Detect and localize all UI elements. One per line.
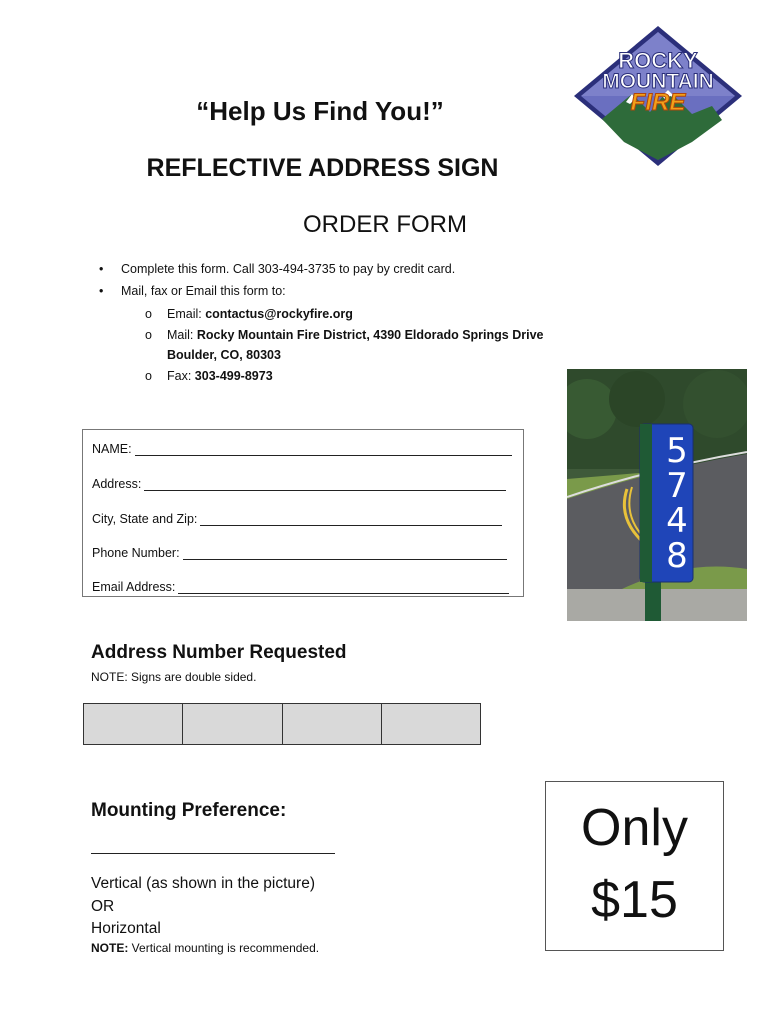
address-digit-box-4[interactable] — [382, 704, 480, 744]
mail-address-line-1: Rocky Mountain Fire District, 4390 Eldorado Springs Drive — [196, 328, 544, 342]
name-label: NAME: — [92, 442, 132, 456]
address-digit-box-3[interactable] — [283, 704, 382, 744]
logo-text-mountain: MOUNTAIN — [602, 70, 714, 93]
address-number-heading: Address Number Requested — [91, 642, 347, 663]
city-state-zip-input-line[interactable] — [200, 512, 502, 526]
email-field[interactable] — [92, 580, 509, 594]
address-digit-box-1[interactable] — [84, 704, 183, 744]
name-field[interactable] — [92, 442, 512, 456]
contact-form — [82, 429, 524, 597]
bullet-icon: • — [99, 284, 104, 298]
page-title: REFLECTIVE ADDRESS SIGN — [146, 154, 499, 182]
double-sided-note: NOTE: Signs are double sided. — [91, 670, 257, 684]
mounting-note-text: Vertical mounting is recommended. — [128, 941, 320, 955]
sign-digit-2: 7 — [666, 466, 688, 506]
price-only: Only — [581, 799, 688, 857]
sub-bullet-icon: o — [145, 307, 152, 321]
address-sign-photo — [567, 369, 747, 621]
phone-field[interactable] — [92, 546, 507, 560]
fax-value: 303-499-8973 — [194, 369, 273, 383]
name-input-line[interactable] — [135, 442, 512, 456]
mounting-or: OR — [91, 898, 115, 915]
mounting-heading: Mounting Preference: — [91, 800, 287, 821]
sub-bullet-icon: o — [145, 328, 152, 342]
email-label: Email: — [167, 307, 206, 321]
sign-digit-1: 5 — [666, 431, 688, 471]
sub-bullet-icon: o — [145, 369, 152, 383]
mounting-option-vertical: Vertical (as shown in the picture) — [91, 875, 315, 892]
price-box — [545, 781, 724, 951]
bullet-icon: • — [99, 262, 104, 276]
email-value[interactable]: contactus@rockyfire.org — [205, 307, 353, 321]
mounting-note — [91, 941, 319, 955]
address-digit-box-2[interactable] — [183, 704, 282, 744]
mail-label: Mail: — [167, 328, 197, 342]
address-label: Address: — [92, 477, 142, 491]
price-amount: $15 — [591, 871, 678, 929]
contact-mail-line-2 — [167, 348, 281, 362]
city-state-zip-field[interactable] — [92, 512, 502, 526]
mounting-option-horizontal: Horizontal — [91, 920, 161, 937]
city-state-zip-label: City, State and Zip: — [92, 512, 198, 526]
email-input-line[interactable] — [178, 580, 509, 594]
logo-text-fire: FIRE — [630, 89, 686, 116]
page-subtitle: ORDER FORM — [303, 211, 467, 238]
address-field[interactable] — [92, 477, 506, 491]
instruction-text-1: Complete this form. Call 303-494-3735 to pay by credit card. — [121, 262, 456, 276]
page-tagline: “Help Us Find You!” — [196, 96, 444, 126]
fax-label: Fax: — [167, 369, 195, 383]
phone-label: Phone Number: — [92, 546, 180, 560]
phone-input-line[interactable] — [183, 546, 507, 560]
mounting-input-line[interactable] — [91, 853, 335, 854]
instruction-text-2: Mail, fax or Email this form to: — [121, 284, 286, 298]
address-input-line[interactable] — [144, 477, 506, 491]
logo-text-rocky: ROCKY — [618, 48, 698, 73]
mounting-note-label: NOTE: — [91, 941, 129, 955]
sign-digit-3: 4 — [666, 501, 688, 541]
mail-address-line-2: Boulder, CO, 80303 — [167, 348, 281, 362]
email-address-label: Email Address: — [92, 580, 176, 594]
address-number-boxes — [83, 703, 481, 745]
sign-digit-4: 8 — [666, 536, 688, 576]
